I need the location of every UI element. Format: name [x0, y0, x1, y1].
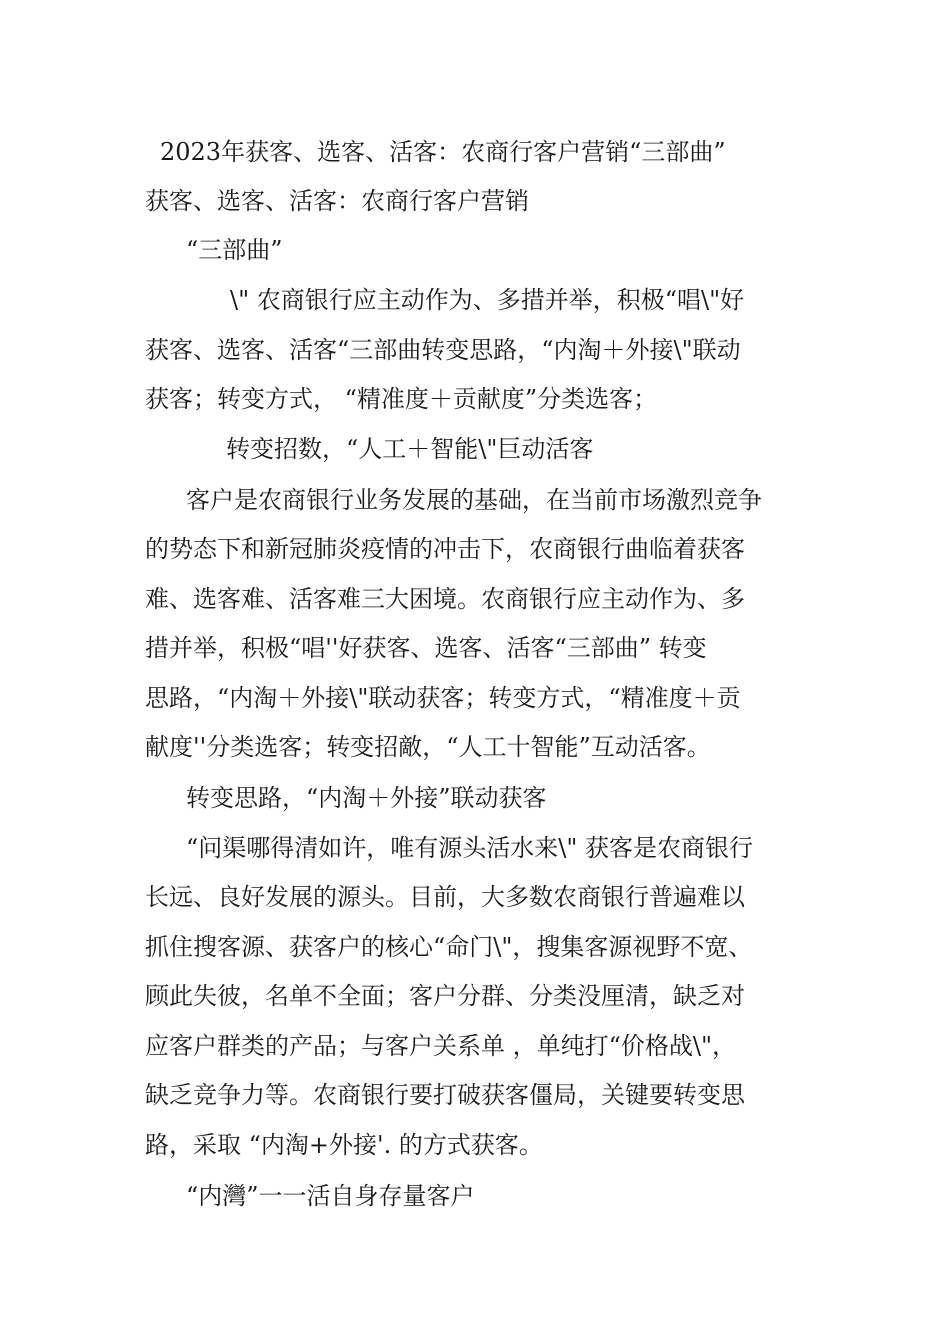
intro-line-2: 获客、选客、活客“三部曲转变思路，“内淘＋外接\"联动: [145, 336, 741, 364]
paragraph2-line-5: 应客户群类的产品；与客户关系单 ，单纯打“价格战\"，: [145, 1032, 737, 1060]
paragraph2-line-2: 长远、良好发展的源头。目前，大多数农商银行普遍难以: [145, 883, 745, 911]
paragraph2-line-1: “问渠哪得清如许，唯有源头活水来\" 获客是农商银行: [186, 834, 754, 862]
paragraph1-line-1: 客户是农商银行业务发展的基础，在当前市场激烈竞争: [186, 486, 762, 514]
subtitle-line-2: “三部曲”: [186, 236, 283, 264]
section-heading-2: “内灣”一一活自身存量客户: [186, 1182, 475, 1210]
paragraph1-line-5: 思路，“内淘＋外接\"联动获客；转变方式，“精准度＋贡: [145, 684, 741, 712]
paragraph1-line-3: 难、选客难、活客难三大困境。农商银行应主动作为、多: [145, 585, 745, 613]
subtitle-line-1: 获客、选客、活客：农商行客户营销: [145, 187, 529, 215]
paragraph1-line-6: 献度''分类选客；转变招敵，“人工十智能”互动活客。: [145, 733, 711, 761]
intro-line-4: 转变招数，“人工＋智能\"巨动活客: [226, 435, 594, 463]
section-heading-1: 转变思路，“内淘＋外接”联动获客: [186, 784, 547, 812]
paragraph2-line-7: 路，采取 “内淘+外接'. 的方式获客。: [145, 1131, 543, 1159]
paragraph2-line-4: 顾此失彼，名单不全面；客户分群、分类没厘清，缺乏对: [145, 982, 745, 1010]
document-title: 2023年获客、选客、活客：农商行客户营销“三部曲”: [160, 138, 726, 166]
paragraph2-line-3: 抓住搜客源、获客户的核心“命门\"，搜集客源视野不宽、: [145, 933, 753, 961]
intro-line-1: \" 农商银行应主动作为、多措并举，积极“唱\"好: [230, 286, 745, 314]
intro-line-3: 获客；转变方式， “精准度＋贡献度”分类选客；: [145, 385, 658, 413]
paragraph1-line-4: 措并举，积极“唱''好获客、选客、活客“三部曲” 转变: [145, 634, 707, 662]
paragraph1-line-2: 的势态下和新冠肺炎疫情的冲击下，农商银行曲临着获客: [145, 535, 745, 563]
paragraph2-line-6: 缺乏竞争力等。农商银行要打破获客僵局，关键要转变思: [145, 1081, 745, 1109]
